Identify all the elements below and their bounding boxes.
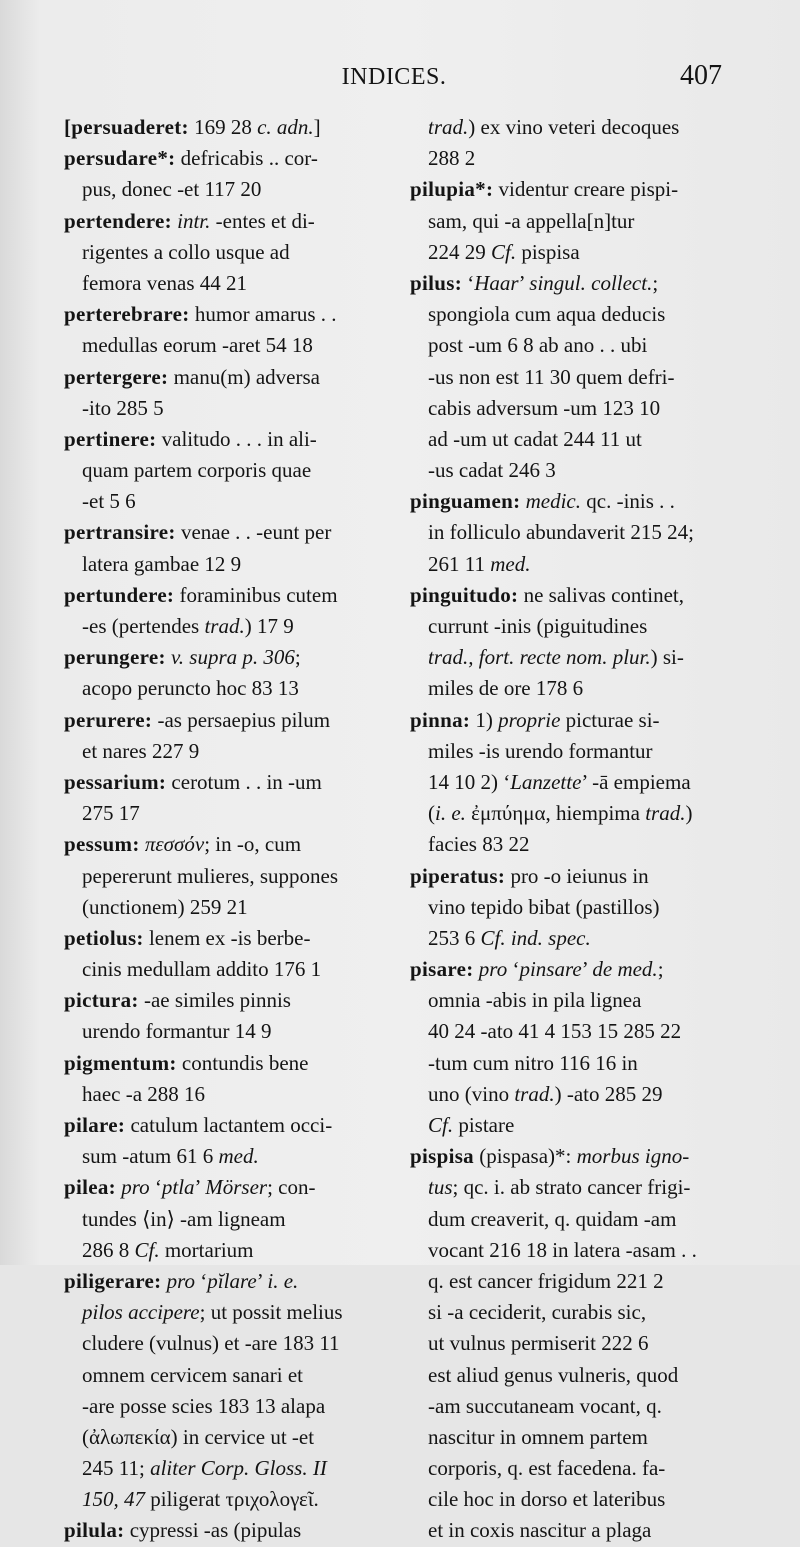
entry-text: et nares 227 9 [82,738,200,763]
italic-text: Cf. ind. spec. [480,925,591,950]
entry-text: ) [685,801,693,826]
entry-text: cypressi -as (pipulas [124,1518,302,1543]
entry-text: 1) [470,707,499,732]
entry-continuation-line [410,1266,722,1297]
entry-text: ut vulnus permiserit 222 6 [428,1331,649,1356]
entry-headword-line [64,424,376,455]
entry-text: ; [657,957,664,982]
headword: pinna: [410,707,471,732]
entry-continuation-line [410,517,722,548]
entry-text: 14 10 2) ‘ [428,769,511,794]
entry-continuation-line [410,237,722,268]
italic-text: c. adn. [257,115,314,139]
italic-text: medic. [525,489,582,514]
entry-text: ’ [518,270,530,295]
entry-headword-line [410,1141,722,1172]
entry-continuation-line [410,362,722,393]
entry-text: ; con- [267,1175,316,1200]
entry-text: -ito 285 5 [82,395,164,420]
entry-text: acopo perunctо hoc 83 13 [82,676,299,701]
headword: perurere: [64,707,153,732]
italic-text: pilos accipere [82,1300,200,1325]
entry-text: dum creaverit, q. quidam -am [428,1206,677,1231]
entry-continuation-line [64,1391,376,1422]
headword: pinguamen: [410,489,521,514]
entry-continuation-line [64,1297,376,1328]
headword: pilea: [64,1175,116,1200]
entry-text: 253 6 [428,925,481,950]
headword: pertinere: [64,426,157,451]
entry-text: picturae si- [560,707,660,732]
entry-continuation-line [410,798,722,829]
headword: pigmentum: [64,1050,177,1075]
entry-text: cludere (vulnus) et -are 183 11 [82,1331,340,1356]
entry-text: ‘ [149,1175,162,1200]
headword: pilare: [64,1113,126,1137]
entry-text: -are posse scies 183 13 alapa [82,1393,326,1418]
headword: piperatus: [410,863,506,888]
entry-headword-line [64,642,376,673]
entry-text: ; ut possit melius [199,1300,343,1325]
entry-headword-line [64,1515,376,1546]
headword: pinguitudo: [410,582,519,607]
entry-text: humor amarus . . [189,302,337,327]
headword: pertransire: [64,520,176,545]
entry-continuation-line [64,486,376,517]
entry-text: ’ [581,957,593,982]
entry-text: venae . . -eunt per [175,520,332,545]
entry-text: omnem cervicem sanari et [82,1362,303,1387]
entry-continuation-line [410,393,722,424]
headword: pertundere: [64,582,175,607]
entry-text: 245 11; [82,1456,151,1481]
entry-continuation-line [64,330,376,361]
italic-text: i. e. [267,1268,299,1293]
left-column [64,112,376,1547]
entry-text: cerotum . . in -um [166,769,322,794]
entry-continuation-line [410,985,722,1016]
entry-continuation-line [410,1172,722,1203]
entry-continuation-line [64,1360,376,1391]
entry-text: cile hoc in dorso et lateribus [428,1487,666,1512]
entry-continuation-line [410,1079,722,1110]
entry-text: ’ [256,1268,268,1293]
italic-text: intr. [177,208,211,233]
headword: pilupia*: [410,177,494,202]
headword: perungere: [64,645,166,670]
italic-text: trad. [428,115,469,139]
entry-text: 286 8 [82,1237,135,1262]
entry-text: vino tepido bibat (pastillos) [428,894,660,919]
italic-text: singul. collect. [529,270,653,295]
italic-text: trad. [645,801,686,826]
headword: persudare*: [64,146,176,171]
entry-headword-line [64,112,376,143]
italic-text: aliter Corp. Gloss. II [150,1456,327,1481]
entry-text: catulum lactantem occi- [125,1113,333,1137]
entry-text: pus, donec -et 117 20 [82,177,262,202]
entry-text: 224 29 [428,239,491,264]
index-columns [64,112,724,1543]
italic-text: morbus igno- [576,1144,690,1169]
entry-text: -ae similes pinnis [138,988,291,1013]
italic-text: pro [478,957,508,982]
italic-text: 150, 47 [82,1487,145,1512]
headword: pertendere: [64,208,172,233]
italic-text: pro [121,1175,150,1200]
entry-headword-line [64,985,376,1016]
italic-text: med. [490,551,531,576]
entry-text: ; [294,645,301,670]
page-header [64,60,724,100]
headword: pictura: [64,988,139,1013]
entry-text: currunt -inis (piguitudines [428,614,648,638]
entry-text: femora venas 44 21 [82,270,248,295]
italic-text: tus [428,1175,453,1200]
entry-continuation-line [64,1141,376,1172]
entry-text: miles -is urendo formantur [428,738,653,763]
page-number: 407 [680,60,722,91]
entry-text: ) si- [650,645,684,670]
entry-text: mortarium [159,1237,254,1262]
italic-text: i. e. [435,801,466,826]
entry-continuation-line [64,268,376,299]
entry-continuation-line [410,330,722,361]
entry-continuation-line [410,1515,722,1546]
entry-text: ; qc. i. ab strato cancer frigi- [452,1175,691,1200]
entry-continuation-line [410,143,722,174]
entry-text: est aliud genus vulneris, quod [428,1362,679,1387]
entry-text: 169 28 [188,115,258,139]
entry-text: ἐμπύημα, hiempima [465,801,646,826]
entry-continuation-line [410,1328,722,1359]
entry-text: -entes et di- [210,208,315,233]
italic-text: pinsare [519,957,582,982]
entry-headword-line [410,174,722,205]
entry-text: quam partem corporis quae [82,458,312,483]
entry-continuation-line [410,549,722,580]
entry-text: q. est cancer frigidum 221 2 [428,1268,664,1293]
entry-headword-line [64,517,376,548]
entry-continuation-line [64,736,376,767]
entry-headword-line [64,1110,376,1141]
entry-text: latera gambae 12 9 [82,551,242,576]
running-title: INDICES. [341,64,447,90]
entry-headword-line [64,143,376,174]
entry-headword-line [64,299,376,330]
entry-text: uno (vino [428,1081,515,1106]
entry-text: valitudo . . . in ali- [156,426,317,451]
entry-headword-line [64,1266,376,1297]
entry-continuation-line [410,299,722,330]
entry-headword-line [410,705,722,736]
italic-text: trad., fort. recte nom. plur. [428,645,651,670]
entry-text: vocant 216 18 in latera -asam . . [428,1237,697,1262]
entry-headword-line [64,923,376,954]
entry-headword-line [64,580,376,611]
entry-continuation-line [64,1328,376,1359]
entry-headword-line [64,1172,376,1203]
entry-continuation-line [64,861,376,892]
italic-text: med. [218,1144,259,1169]
entry-text: defricabis .. cor- [175,146,318,171]
entry-text: 40 24 -ato 41 4 153 15 285 22 [428,1019,682,1044]
entry-text: -us cadat 246 3 [428,458,556,483]
entry-continuation-line [64,1235,376,1266]
headword: pilus: [410,270,462,295]
entry-text: ‘ [507,957,520,982]
entry-text: ; in -o, cum [204,832,302,857]
entry-text: (unctionem) 259 21 [82,894,248,919]
entry-continuation-line [64,549,376,580]
entry-continuation-line [410,829,722,860]
entry-continuation-line [64,1204,376,1235]
entry-continuation-line [64,954,376,985]
entry-continuation-line [410,112,722,143]
headword: pertergere: [64,364,169,389]
headword: petiolus: [64,925,144,950]
entry-text: pepererunt mulieres, suppones [82,863,339,888]
italic-text: Haar [474,270,519,295]
entry-text: ad -um ut cadat 244 11 ut [428,426,642,451]
entry-text: ) -ato 285 29 [554,1081,663,1106]
entry-text: -as persaepius pilum [152,707,331,732]
entry-text: miles de ore 178 6 [428,676,584,701]
entry-headword-line [410,486,722,517]
entry-continuation-line [64,673,376,704]
entry-continuation-line [64,237,376,268]
entry-text: ; [652,270,659,295]
entry-text: -us non est 11 30 quem defri- [428,364,675,389]
entry-text: tundes ⟨in⟩ -am ligneam [82,1206,286,1231]
entry-text: rigentes a collo usque ad [82,239,290,264]
entry-continuation-line [410,1422,722,1453]
entry-text: (pispasa)*: [473,1144,577,1169]
entry-text: in folliculo abundaverit 215 24; [428,520,694,545]
entry-headword-line [64,1048,376,1079]
entry-text: piligerat τριχολογεῖ. [145,1487,319,1512]
italic-text: ptla [161,1175,195,1200]
entry-continuation-line [410,1016,722,1047]
entry-continuation-line [410,1235,722,1266]
italic-text: proprie [498,707,561,732]
entry-continuation-line [410,673,722,704]
entry-continuation-line [410,455,722,486]
italic-text: Cf. [134,1237,160,1262]
entry-headword-line [410,268,722,299]
entry-text: omnia -abis in pila lignea [428,988,642,1013]
entry-headword-line [64,362,376,393]
italic-text: v. supra p. 306 [171,645,295,670]
entry-continuation-line [410,611,722,642]
italic-text: πεσσόν [144,832,205,857]
italic-text: Cf. [491,239,517,264]
entry-continuation-line [410,736,722,767]
headword: pispisa [410,1144,474,1169]
entry-continuation-line [410,767,722,798]
italic-text: Cf. [428,1113,454,1137]
entry-text: pispisa [516,239,580,264]
entry-text: haec -a 288 16 [82,1081,206,1106]
entry-text: pistare [453,1113,515,1137]
entry-text: urendo formantur 14 9 [82,1019,272,1044]
entry-text: medullas eorum -aret 54 18 [82,333,313,358]
entry-headword-line [64,206,376,237]
italic-text: pro [166,1268,196,1293]
entry-continuation-line [64,174,376,205]
entry-continuation-line [410,1453,722,1484]
entry-text: facies 83 22 [428,832,530,857]
entry-text: post -um 6 8 ab ano . . ubi [428,333,648,358]
entry-text: cabis adversum -um 123 10 [428,395,661,420]
headword: pisare: [410,957,474,982]
entry-text: ‘ [462,270,475,295]
entry-text: -et 5 6 [82,489,136,514]
entry-continuation-line [64,892,376,923]
entry-text: ne salivas continet, [518,582,684,607]
entry-text: corporis, q. est facedena. fa- [428,1456,666,1481]
entry-headword-line [64,767,376,798]
entry-text: manu(m) adversa [168,364,320,389]
entry-continuation-line [64,455,376,486]
entry-continuation-line [410,1204,722,1235]
entry-text: pro -o ieiunus in [505,863,649,888]
entry-text: -es (pertendes [82,614,205,638]
entry-continuation-line [64,798,376,829]
entry-headword-line [410,954,722,985]
entry-text: si -a ceciderit, curabis sic, [428,1300,647,1325]
italic-text: de med. [592,957,658,982]
entry-headword-line [64,705,376,736]
entry-text: cinis medullam addito 176 1 [82,957,322,982]
entry-continuation-line [410,1297,722,1328]
entry-text: et in coxis nascitur a plaga [428,1518,652,1543]
entry-headword-line [410,580,722,611]
entry-continuation-line [410,642,722,673]
entry-text: sum -atum 61 6 [82,1144,219,1169]
right-column [410,112,722,1547]
entry-text: (ἀλωπεκία) in cervice ut -et [82,1424,315,1449]
entry-continuation-line [64,1016,376,1047]
entry-text: sam, qui -a appella[n]tur [428,208,635,233]
entry-continuation-line [410,1048,722,1079]
entry-continuation-line [64,1453,376,1484]
entry-text: lenem ex -is berbe- [143,925,311,950]
headword: pilula: [64,1518,125,1543]
entry-continuation-line [64,611,376,642]
italic-text: trad. [204,614,245,638]
entry-continuation-line [64,393,376,424]
entry-text: -tum cum nitro 116 16 in [428,1050,638,1075]
entry-text: ) 17 9 [244,614,294,638]
entry-text: videntur creare pispi- [493,177,679,202]
entry-text: ’ [194,1175,206,1200]
headword: [persuaderet: [64,115,189,139]
entry-continuation-line [410,1484,722,1515]
headword: perterebrare: [64,302,190,327]
entry-headword-line [410,861,722,892]
entry-text: 275 17 [82,801,140,826]
entry-text: ’ -ā empiema [581,769,691,794]
entry-continuation-line [64,1422,376,1453]
entry-text: foraminibus cutem [174,582,338,607]
entry-text: -am succutaneam vocant, q. [428,1393,662,1418]
entry-headword-line [64,829,376,860]
entry-continuation-line [64,1079,376,1110]
entry-continuation-line [64,1484,376,1515]
entry-text: spongiola cum aqua deducis [428,302,666,327]
headword: pessarium: [64,769,167,794]
headword: pessum: [64,832,140,857]
italic-text: trad. [514,1081,555,1106]
entry-continuation-line [410,1110,722,1141]
entry-text: 261 11 [428,551,491,576]
italic-text: pĭlare [207,1268,257,1293]
entry-text: ‘ [195,1268,208,1293]
entry-continuation-line [410,1391,722,1422]
entry-continuation-line [410,892,722,923]
entry-continuation-line [410,923,722,954]
entry-text: 288 2 [428,146,476,171]
entry-text: nascitur in omnem partem [428,1424,648,1449]
italic-text: Lanzette [510,769,582,794]
entry-text: contundis bene [176,1050,309,1075]
entry-text: ) ex vino veteri decoques [468,115,680,139]
headword: piligerare: [64,1268,162,1293]
entry-text: ( [428,801,435,826]
entry-text: ] [313,115,321,139]
entry-continuation-line [410,206,722,237]
italic-text: Mörser [205,1175,268,1200]
entry-continuation-line [410,424,722,455]
entry-text: qc. -inis . . [581,489,675,514]
entry-continuation-line [410,1360,722,1391]
